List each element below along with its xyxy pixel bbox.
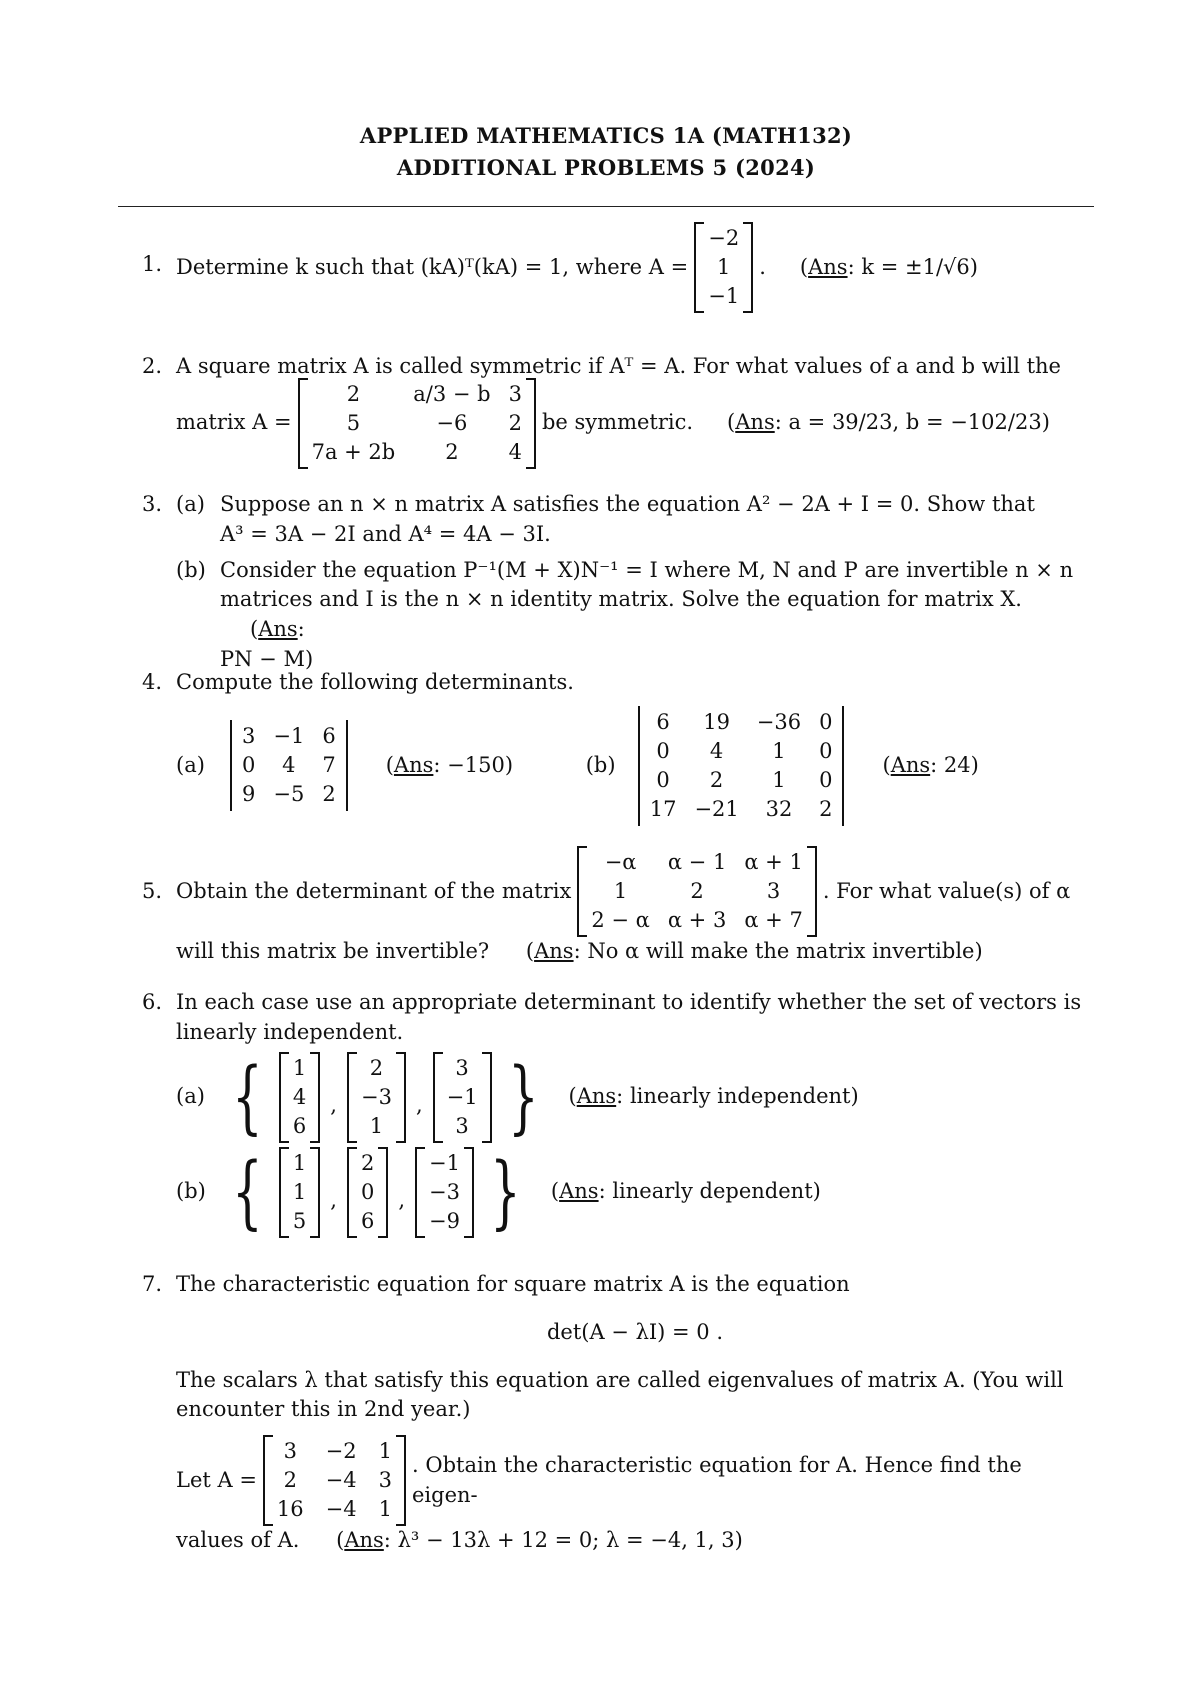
part-label: (a) bbox=[176, 492, 205, 516]
matrix-cell: −6 bbox=[436, 410, 468, 435]
matrix-cell: 2 bbox=[322, 782, 336, 807]
matrix-cell: 1 bbox=[772, 767, 786, 792]
matrix-cell: 17 bbox=[649, 796, 677, 821]
problem-body bbox=[176, 988, 1094, 1238]
problem-text: Compute the following determinants. bbox=[176, 670, 574, 694]
answer-value: PN − M bbox=[220, 647, 305, 672]
vector-entry: 1 bbox=[292, 1179, 307, 1204]
matrix-cell: 1 bbox=[772, 738, 786, 763]
problem-text: matrices and I is the n × n identity matrix. Solve the equation for matrix X. bbox=[220, 587, 1022, 612]
vector-entry: 2 bbox=[369, 1055, 384, 1080]
part-label: (b) bbox=[585, 752, 616, 777]
matrix-cell: −2 bbox=[325, 1439, 357, 1464]
problem-body bbox=[176, 490, 1094, 675]
matrix-cell: 2 bbox=[819, 796, 833, 821]
vector-entry: −1 bbox=[446, 1084, 478, 1109]
matrix-cell: 32 bbox=[765, 796, 793, 821]
matrix-cell: −36 bbox=[756, 709, 802, 734]
matrix-cell: 4 bbox=[508, 439, 522, 464]
matrix-cell: a/3 − b bbox=[413, 381, 491, 406]
problem-text: linearly independent. bbox=[176, 1019, 404, 1044]
problem-number: 4. bbox=[142, 670, 163, 694]
answer-a: (Ans: linearly independent) bbox=[568, 1084, 859, 1109]
problem-text: The characteristic equation for square matrix A is the equation bbox=[176, 1272, 850, 1296]
problem-body bbox=[118, 846, 1094, 967]
problem-text: matrix A = bbox=[176, 410, 292, 435]
problem-number: 3. bbox=[142, 492, 163, 516]
vector-entry: 1 bbox=[292, 1150, 307, 1175]
answer-value: k = ±1/√6 bbox=[861, 254, 970, 279]
matrix-a bbox=[694, 222, 753, 313]
problem-body bbox=[176, 352, 1094, 469]
vector bbox=[279, 1052, 320, 1143]
document-header bbox=[118, 120, 1094, 184]
answer: (Ans: No α will make the matrix invertible) bbox=[525, 939, 983, 963]
problem-number: 1. bbox=[142, 252, 163, 276]
matrix-cell: −2 bbox=[708, 226, 740, 250]
matrix-cell: 1 bbox=[378, 1439, 392, 1464]
matrix-cell: 1 bbox=[717, 255, 731, 279]
matrix-a bbox=[298, 378, 536, 469]
vector-entry: 3 bbox=[455, 1113, 469, 1138]
matrix-cell: 1 bbox=[613, 879, 628, 903]
matrix-cell: 0 bbox=[656, 738, 670, 763]
display-equation: det(A − λI) = 0 . bbox=[546, 1319, 724, 1344]
part-a bbox=[176, 490, 1094, 550]
matrix-cell: −21 bbox=[694, 796, 739, 821]
answer-value: 24 bbox=[943, 752, 971, 777]
problem-text: Suppose an n × n matrix A satisfies the equation A² − 2A + I = 0. Show that bbox=[220, 492, 1035, 516]
answer-label: Ans bbox=[808, 254, 848, 279]
matrix-cell: α + 7 bbox=[744, 908, 803, 932]
vector bbox=[347, 1147, 388, 1238]
sheet-title: ADDITIONAL PROBLEMS 5 (2024) bbox=[396, 155, 816, 180]
vector-entry: 6 bbox=[360, 1208, 375, 1233]
answer: (Ans: λ³ − 13λ + 12 = 0; λ = −4, 1, 3) bbox=[336, 1528, 743, 1553]
vector-entry: −3 bbox=[429, 1179, 460, 1204]
matrix-cell: 6 bbox=[322, 724, 336, 749]
vector-entry: 0 bbox=[360, 1179, 375, 1204]
problem-text: will this matrix be invertible? bbox=[176, 939, 490, 963]
problem-body bbox=[176, 1270, 1094, 1556]
matrix-cell: 2 bbox=[709, 767, 724, 792]
matrix-cell: 2 − α bbox=[591, 908, 650, 932]
part-label: (b) bbox=[176, 1179, 206, 1204]
problem-text: Determine k such that (kA)ᵀ(kA) = 1, where A = bbox=[176, 254, 689, 279]
part-label: (a) bbox=[176, 752, 205, 777]
problem-body: Determine k such that (kA)ᵀ(kA) = 1, where A = −2 1 −1 . (Ans: k = ±1/√6) bbox=[176, 222, 1094, 313]
problem-text: values of A. bbox=[176, 1528, 300, 1553]
answer-label: Ans bbox=[393, 752, 434, 777]
problem-number: 6. bbox=[142, 990, 163, 1014]
matrix-cell: 19 bbox=[703, 709, 730, 734]
problem-text: be symmetric. bbox=[541, 410, 694, 435]
determinant-a bbox=[228, 720, 350, 811]
vector bbox=[415, 1147, 474, 1238]
problem-text: In each case use an appropriate determinant to identify whether the set of vectors is bbox=[176, 990, 1082, 1014]
answer-label: Ans bbox=[258, 617, 298, 642]
part-b bbox=[176, 1147, 1094, 1238]
problem-body bbox=[176, 668, 1094, 826]
part-b: (b) Consider the equation P⁻¹(M + X)N⁻¹ = I where M, N and P are invertible n × n matrices and I is the n × n identity matrix. Solve the equation for matrix X.(Ans: PN − M) bbox=[176, 556, 1094, 675]
matrix-cell: 9 bbox=[242, 782, 256, 807]
matrix-cell: 16 bbox=[276, 1497, 304, 1522]
matrix-cell: 3 bbox=[283, 1439, 297, 1464]
matrix-cell: 3 bbox=[242, 724, 256, 749]
matrix-cell: 4 bbox=[282, 753, 296, 778]
matrix-cell: 3 bbox=[378, 1468, 392, 1493]
matrix-cell: −α bbox=[604, 850, 637, 874]
matrix-cell: 2 bbox=[346, 381, 361, 406]
answer-label: Ans bbox=[534, 939, 574, 963]
matrix-cell: 1 bbox=[378, 1497, 392, 1522]
matrix-cell: 6 bbox=[656, 709, 670, 734]
vector bbox=[433, 1052, 492, 1143]
answer-value: linearly dependent bbox=[612, 1179, 813, 1204]
matrix-cell: 0 bbox=[819, 767, 833, 792]
matrix-alpha bbox=[577, 846, 817, 937]
matrix-cell: α + 3 bbox=[667, 908, 727, 932]
answer-b: (Ans: 24) bbox=[882, 752, 979, 777]
vector-entry: 3 bbox=[455, 1055, 469, 1080]
matrix-a bbox=[263, 1435, 406, 1526]
vector-entry: 4 bbox=[292, 1084, 307, 1109]
answer-value: a = 39/23, b = −102/23 bbox=[788, 410, 1042, 435]
part-a bbox=[176, 1052, 1094, 1143]
answer-label: Ans bbox=[344, 1528, 384, 1553]
matrix-cell: −1 bbox=[273, 724, 305, 749]
vector-entry: 5 bbox=[292, 1208, 307, 1233]
answer: (Ans: k = ±1/√6) bbox=[799, 254, 978, 279]
matrix-cell: −1 bbox=[708, 284, 740, 308]
matrix-cell: 0 bbox=[819, 738, 833, 763]
matrix-cell: −4 bbox=[325, 1468, 357, 1493]
answer-b: (Ans: linearly dependent) bbox=[550, 1179, 821, 1204]
vector-set-b: { 1 1 5 , 2 0 6 , −1 −3 −9 } bbox=[232, 1145, 521, 1239]
vector-set-a: { 1 4 6 , 2 −3 1 , 3 −1 3 } bbox=[232, 1050, 539, 1144]
problem-number: 7. bbox=[142, 1272, 163, 1296]
answer: (Ans: a = 39/23, b = −102/23) bbox=[727, 410, 1050, 435]
problem-text: Obtain the determinant of the matrix bbox=[176, 878, 572, 903]
matrix-cell: α + 1 bbox=[744, 850, 803, 874]
matrix-cell: 4 bbox=[709, 738, 724, 763]
vector bbox=[347, 1052, 406, 1143]
part-label: (a) bbox=[176, 1084, 205, 1109]
matrix-cell: 0 bbox=[656, 767, 670, 792]
vector-entry: −1 bbox=[429, 1150, 460, 1175]
problem-text: Consider the equation P⁻¹(M + X)N⁻¹ = I where M, N and P are invertible n × n bbox=[220, 557, 1074, 582]
vector-entry: 6 bbox=[292, 1113, 307, 1138]
header-rule bbox=[118, 206, 1094, 207]
matrix-cell: 7 bbox=[322, 753, 336, 778]
vector-entry: −3 bbox=[360, 1084, 392, 1109]
answer-value: −150 bbox=[447, 752, 505, 777]
matrix-cell: −4 bbox=[325, 1497, 357, 1522]
vector-entry: 2 bbox=[360, 1150, 375, 1175]
matrix-cell: 2 bbox=[508, 410, 522, 435]
vector-entry: 1 bbox=[292, 1055, 307, 1080]
problem-text: The scalars λ that satisfy this equation are called eigenvalues of matrix A. (You will bbox=[176, 1367, 1064, 1392]
matrix-cell: 5 bbox=[346, 410, 361, 435]
matrix-cell: 3 bbox=[766, 879, 781, 903]
matrix-cell: 2 bbox=[445, 439, 459, 464]
answer-value: No α will make the matrix invertible bbox=[587, 939, 975, 963]
problem-text: . For what value(s) of α bbox=[822, 878, 1071, 903]
problem-text: A square matrix A is called symmetric if Aᵀ = A. For what values of a and b will the bbox=[176, 354, 1061, 378]
matrix-cell: 0 bbox=[819, 709, 833, 734]
problem-text: encounter this in 2nd year.) bbox=[176, 1397, 471, 1422]
answer-value: linearly independent bbox=[629, 1084, 851, 1109]
answer-a: (Ans: −150) bbox=[385, 752, 514, 777]
problem-text: . Obtain the characteristic equation for A. Hence find the eigen- bbox=[412, 1452, 1022, 1507]
answer-label: Ans bbox=[576, 1084, 617, 1109]
matrix-cell: α − 1 bbox=[667, 850, 727, 874]
problem-number: 5. bbox=[142, 878, 163, 903]
matrix-cell: 7a + 2b bbox=[311, 439, 396, 464]
answer-label: Ans bbox=[735, 410, 775, 435]
problem-number: 2. bbox=[142, 354, 163, 378]
matrix-cell: 0 bbox=[242, 753, 256, 778]
vector bbox=[279, 1147, 320, 1238]
answer-value: λ³ − 13λ + 12 = 0; λ = −4, 1, 3 bbox=[397, 1528, 735, 1553]
answer-label: Ans bbox=[890, 752, 931, 777]
matrix-cell: −5 bbox=[273, 782, 305, 807]
part-label: (b) bbox=[176, 557, 206, 582]
vector-entry: 1 bbox=[369, 1113, 384, 1138]
matrix-cell: 2 bbox=[690, 879, 704, 903]
determinant-b bbox=[636, 706, 847, 826]
vector-entry: −9 bbox=[429, 1208, 460, 1233]
matrix-cell: 2 bbox=[283, 1468, 297, 1493]
problem-text: Let A = bbox=[176, 1467, 257, 1492]
problem-text: A³ = 3A − 2I and A⁴ = 4A − 3I. bbox=[220, 521, 551, 546]
answer-label: Ans bbox=[559, 1179, 599, 1204]
matrix-cell: 3 bbox=[508, 381, 522, 406]
course-title: APPLIED MATHEMATICS 1A (MATH132) bbox=[359, 123, 853, 148]
